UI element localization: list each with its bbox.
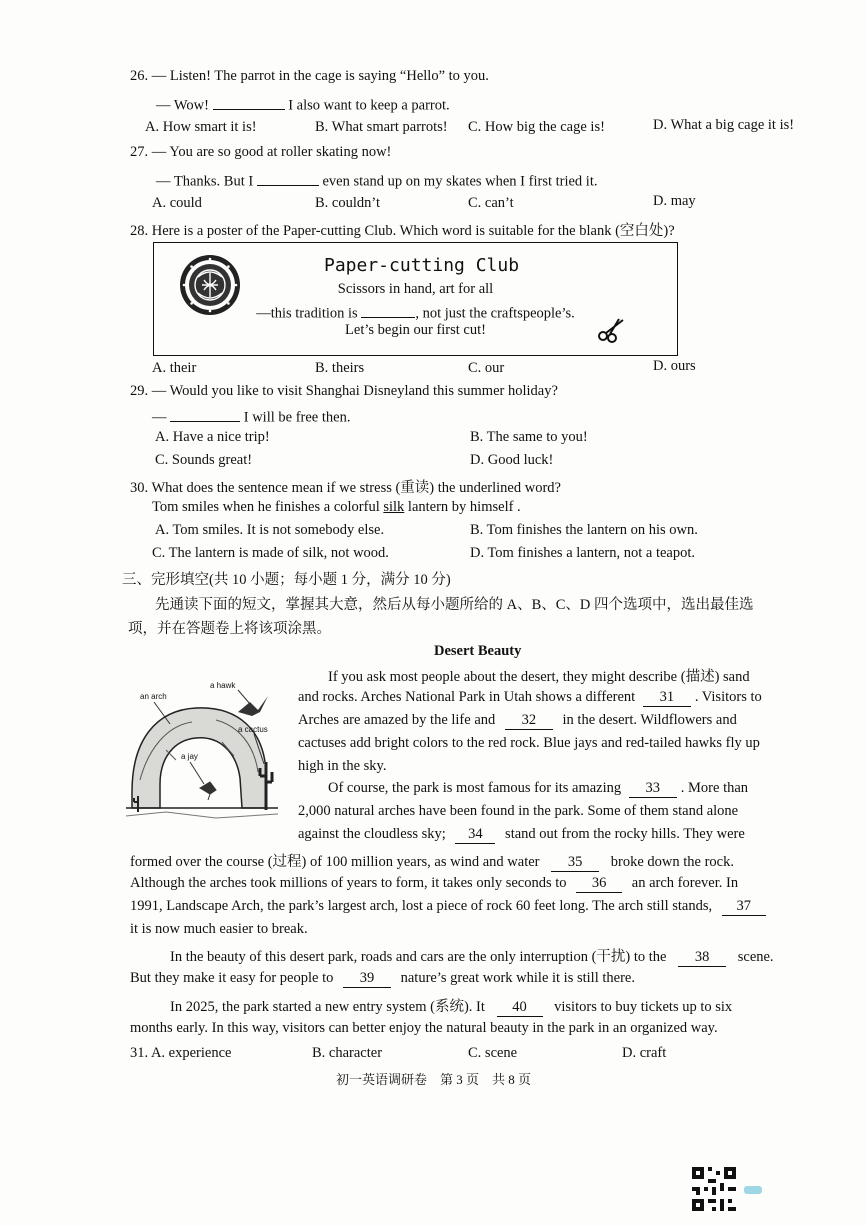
q28-blank (361, 302, 415, 318)
q31-option-a: 31. A. experience (130, 1045, 232, 1061)
p2-line-5-text: Although the arches took millions of years to form, it takes only seconds to (130, 875, 567, 891)
p3-line-2-tail: nature’s great work while it is still there. (400, 970, 635, 986)
label-a-hawk: a hawk (210, 681, 236, 690)
section-3-instructions-2: 项，并在答题卷上将该项涂黑。 (128, 621, 331, 637)
watermark-mark-icon (744, 1186, 762, 1194)
poster-line-2-pre: —this tradition is (256, 305, 358, 322)
scissors-icon (597, 317, 627, 343)
q26-answer-line (156, 94, 450, 115)
p2-line-1-tail: . More than (680, 780, 749, 796)
blank-34: 34 (455, 827, 495, 844)
q30-option-b: B. Tom finishes the lantern on his own. (470, 522, 698, 538)
q29-option-d: D. Good luck! (470, 452, 554, 468)
q27-answer-post: even stand up on my skates when I first tried it. (322, 173, 598, 190)
p4-line-1-text: In 2025, the park started a new entry system (系统). It (170, 999, 485, 1015)
p3-line-1-text: In the beauty of this desert park, roads and cars are the only interruption (干扰) to the (170, 949, 667, 965)
label-a-jay: a jay (181, 752, 198, 761)
p1-line-2-tail: . Visitors to (694, 689, 762, 705)
q27-option-c: C. can’t (468, 195, 514, 211)
q26-answer-post: I also want to keep a parrot. (288, 97, 450, 114)
p1-line-1: If you ask most people about the desert, they might describe (描述) sand (328, 669, 750, 685)
p2-line-3-text: against the cloudless sky; (298, 826, 446, 842)
p1-line-3-text: Arches are amazed by the life and (298, 712, 496, 728)
q26-option-a: A. How smart it is! (145, 119, 257, 135)
q26-option-c: C. How big the cage is! (468, 119, 605, 135)
q27-option-d: D. may (653, 193, 696, 209)
blank-40: 40 (497, 1000, 543, 1017)
q26-blank (213, 94, 285, 110)
q29-blank (170, 406, 240, 422)
p2-line-3 (298, 826, 745, 844)
blank-32: 32 (505, 713, 553, 730)
blank-33: 33 (629, 781, 677, 798)
q26-option-b: B. What smart parrots! (315, 119, 448, 135)
q28-option-b: B. theirs (315, 360, 365, 376)
q30-sentence (152, 499, 521, 516)
q26-answer-pre: — Wow! (156, 97, 209, 114)
q31-option-b: B. character (312, 1045, 383, 1061)
p1-line-2-text: and rocks. Arches National Park in Utah shows a different (298, 689, 636, 705)
p1-line-4: cactuses add bright colors to the red rock. Blue jays and red-tailed hawks fly up (298, 735, 760, 751)
label-an-arch: an arch (140, 692, 167, 701)
poster-line-3: Let’s begin our first cut! (345, 322, 486, 338)
q28-option-c: C. our (468, 360, 505, 376)
page-footer: 初一英语调研卷 第 3 页 共 8 页 (335, 1072, 531, 1087)
q27-answer-line (156, 170, 598, 191)
q31-option-c: C. scene (468, 1045, 518, 1061)
arch-scene-icon (126, 680, 278, 826)
q29-answer-post: I will be free then. (243, 409, 351, 426)
p4-line-2: months early. In this way, visitors can better enjoy the natural beauty in the park in an organized way. (130, 1020, 718, 1036)
q27-option-b: B. couldn’t (315, 195, 380, 211)
paper-cutting-poster (153, 242, 678, 356)
p2-line-7: it is now much easier to break. (130, 921, 308, 937)
p3-line-2-text: But they make it easy for people to (130, 970, 334, 986)
p3-line-1-tail: scene. (737, 949, 774, 965)
q29-option-c: C. Sounds great! (155, 452, 253, 468)
q27-blank (257, 170, 319, 186)
blank-38: 38 (678, 950, 726, 967)
q29-stem: 29. — Would you like to visit Shanghai Disneyland this summer holiday? (130, 383, 558, 399)
q30-option-a: A. Tom smiles. It is not somebody else. (155, 522, 385, 538)
p2-line-3-tail: stand out from the rocky hills. They were (505, 826, 745, 842)
q29-option-a: A. Have a nice trip! (155, 429, 270, 445)
p2-line-2: 2,000 natural arches have been found in the park. Some of them stand alone (298, 803, 739, 819)
p1-line-3 (298, 712, 737, 730)
p2-line-5-tail: an arch forever. In (631, 875, 739, 891)
section-3-instructions-1: 先通读下面的短文，掌握其大意，然后从每小题所给的 A、B、C、D 四个选项中，选出最佳选 (155, 597, 754, 613)
label-a-cactus: a cactus (238, 725, 268, 734)
blank-39: 39 (343, 971, 391, 988)
p2-line-1-text: Of course, the park is most famous for its amazing (328, 780, 622, 796)
q27-stem: 27. — You are so good at roller skating now! (130, 144, 392, 160)
q29-option-b: B. The same to you! (470, 429, 588, 445)
qr-code-icon (692, 1167, 736, 1211)
q30-option-c: C. The lantern is made of silk, not wood. (152, 545, 389, 561)
poster-line-1: Scissors in hand, art for all (337, 281, 494, 297)
q27-option-a: A. could (152, 195, 202, 211)
q29-answer-pre: — (152, 409, 167, 426)
q27-answer-pre: — Thanks. But I (156, 173, 254, 190)
desert-illustration (126, 680, 278, 826)
q30-underlined-word: silk (383, 499, 405, 515)
p1-line-5: high in the sky. (298, 758, 387, 774)
q30-stem: 30. What does the sentence mean if we stress (重读) the underlined word? (130, 480, 561, 496)
blank-35: 35 (551, 855, 599, 872)
p2-line-4-tail: broke down the rock. (610, 854, 734, 870)
p1-line-2 (298, 689, 762, 707)
p2-line-5 (130, 875, 738, 893)
p4-line-1 (170, 995, 732, 1017)
poster-line-2-post: , not just the craftspeople’s. (415, 305, 575, 322)
q30-option-d: D. Tom finishes a lantern, not a teapot. (470, 545, 696, 561)
q30-sentence-post: lantern by himself . (404, 499, 521, 515)
p1-line-3-tail: in the desert. Wildflowers and (562, 712, 737, 728)
q26-stem: 26. — Listen! The parrot in the cage is saying “Hello” to you. (130, 68, 489, 84)
q30-sentence-pre: Tom smiles when he finishes a colorful (152, 499, 384, 515)
poster-title: Paper-cutting Club (324, 255, 520, 276)
blank-36: 36 (576, 876, 622, 893)
p2-line-4 (130, 850, 734, 872)
blank-37: 37 (722, 899, 766, 916)
p2-line-1 (328, 780, 748, 798)
p4-line-1-tail: visitors to buy tickets up to six (554, 999, 733, 1015)
p3-line-2 (130, 970, 635, 988)
section-3-heading: 三、完形填空(共 10 小题；每小题 1 分，满分 10 分) (122, 572, 451, 588)
passage-title: Desert Beauty (434, 643, 522, 659)
blank-31: 31 (643, 690, 691, 707)
p3-line-1 (170, 945, 774, 967)
q26-option-d: D. What a big cage it is! (653, 117, 795, 133)
p2-line-4-text: formed over the course (过程) of 100 million years, as wind and water (130, 854, 540, 870)
q28-option-a: A. their (152, 360, 197, 376)
p2-line-6 (130, 898, 766, 916)
q31-option-d: D. craft (622, 1045, 667, 1061)
q28-option-d: D. ours (653, 358, 696, 374)
q28-stem: 28. Here is a poster of the Paper-cutting Club. Which word is suitable for the blank (空白处)? (130, 223, 675, 239)
q29-answer-line (152, 406, 350, 427)
p2-line-6-text: 1991, Landscape Arch, the park’s largest arch, lost a piece of rock 60 feet long. The arch still stands, (130, 898, 713, 914)
